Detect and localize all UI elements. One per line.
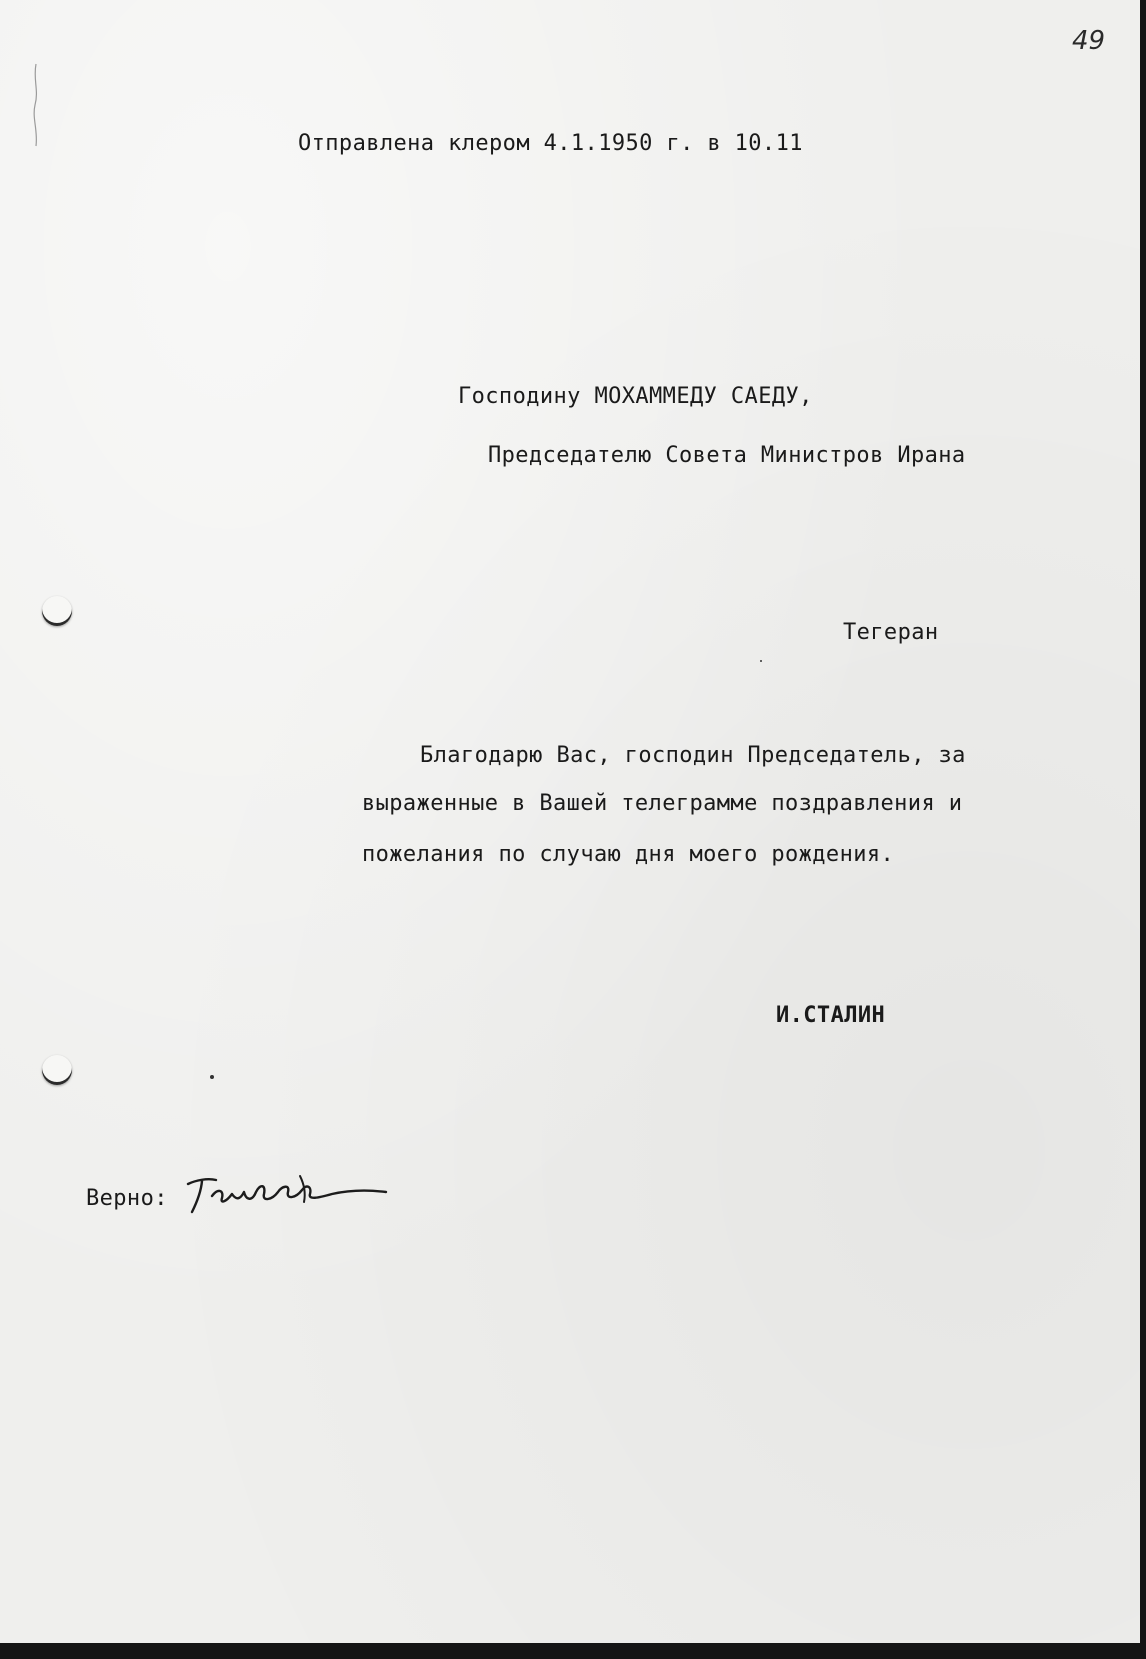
city: Тегеран	[843, 620, 939, 645]
handwritten-signature	[182, 1170, 392, 1218]
body-line: выраженные в Вашей телеграмме поздравления и	[362, 791, 963, 816]
verified-label: Верно:	[86, 1186, 168, 1211]
punch-hole	[42, 596, 72, 626]
addressee-title: Председателю Совета Министров Ирана	[488, 443, 966, 468]
sent-note: Отправлена клером 4.1.1950 г. в 10.11	[298, 131, 803, 156]
page-number: 49	[1072, 26, 1106, 56]
ink-speck	[210, 1075, 214, 1079]
punch-hole	[42, 1055, 72, 1085]
signature-name: И.СТАЛИН	[776, 1003, 886, 1028]
scan-border-right	[1140, 0, 1146, 1651]
ink-speck	[760, 660, 762, 662]
body-line: Благодарю Вас, господин Председатель, за	[420, 743, 966, 768]
scan-border-bottom	[0, 1643, 1146, 1659]
body-line: пожелания по случаю дня моего рождения.	[362, 842, 895, 867]
binding-marks	[30, 60, 44, 150]
addressee-name: Господину МОХАММЕДУ САЕДУ,	[458, 384, 813, 409]
